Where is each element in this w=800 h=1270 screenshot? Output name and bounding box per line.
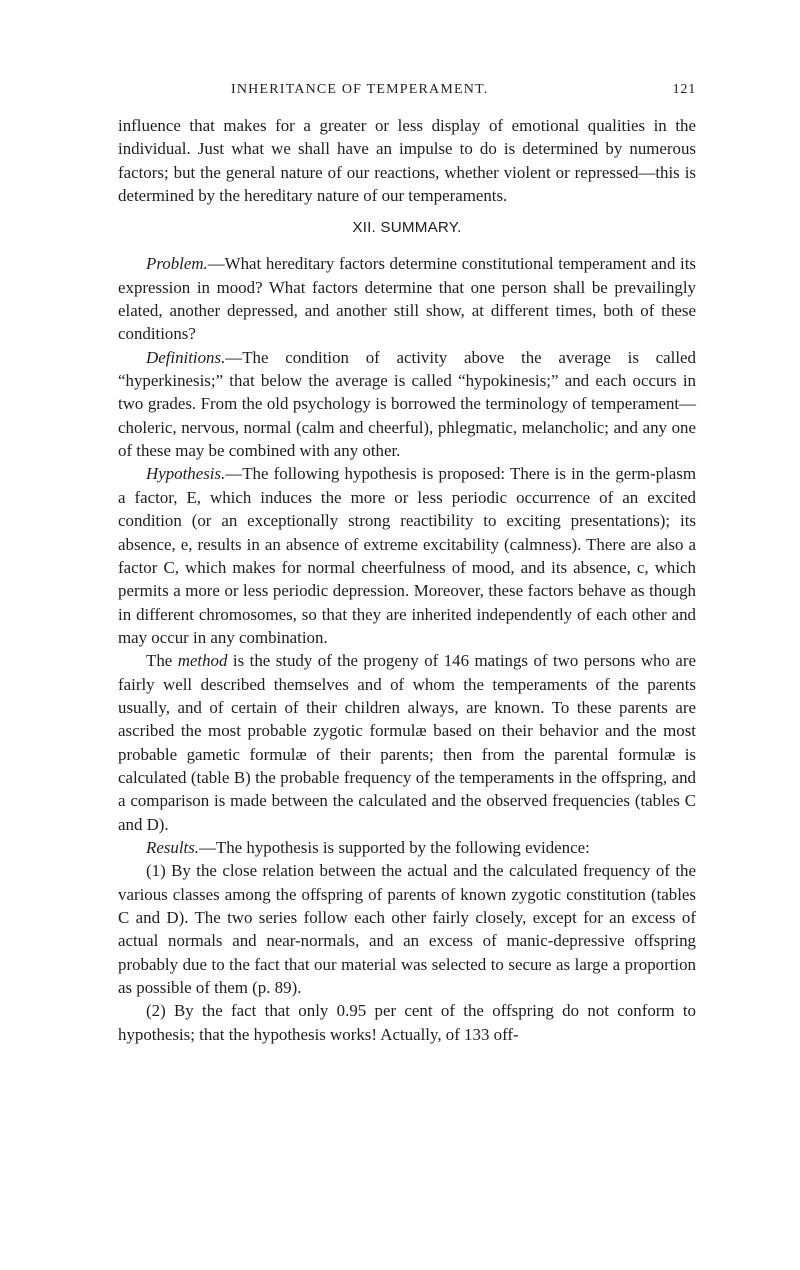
hypothesis-label: Hypothesis.	[146, 464, 226, 484]
method-label: method	[177, 651, 228, 671]
results-text: —The hypothesis is supported by the following evidence:	[199, 837, 590, 857]
method-text: is the study of the progeny of 146 matings of two persons who are fairly well described themselves and of whom the temperaments of the parents usually, and of certain of their children always, are known. To these parents are ascribed the most probable zygotic formulæ based on their behavior and the most probable gametic formulæ of their parents; then from the parental formulæ is calculated (table B) the probable frequency of the temperaments in the offspring, and a comparison is made between the calculated and the observed frequencies (tables C and D).	[118, 651, 696, 834]
definitions-label: Definitions.	[146, 347, 226, 367]
evidence-two-paragraph: (2) By the fact that only 0.95 per cent of the offspring do not conform to hypothesis; that the hypothesis works! Actually, of 133 off-	[118, 1001, 696, 1044]
definitions-paragraph	[118, 346, 696, 463]
hypothesis-paragraph	[118, 462, 696, 649]
body-text	[118, 114, 696, 1046]
method-prefix: The	[146, 651, 178, 671]
results-label: Results.	[146, 837, 200, 857]
page-number: 121	[672, 82, 696, 97]
problem-text: —What hereditary factors determine constitutional temperament and its expression in mood? What factors determine that one person shall be prevailingly elated, another depressed, and another still show, at different times, both of these conditions?	[118, 254, 696, 344]
evidence-one-paragraph: (1) By the close relation between the actual and the calculated frequency of the various classes among the offspring of parents of known zygotic constitution (tables C and D). The two series follow each other fairly closely, except for an excess of actual normals and near-normals, and an excess of manic-depressive offspring probably due to the fact that our material was selected to secure as large a proportion as possible of them (p. 89).	[118, 861, 696, 998]
book-page	[118, 82, 696, 1046]
results-paragraph	[118, 836, 696, 859]
problem-label: Problem.	[146, 254, 208, 274]
running-head	[118, 82, 696, 110]
intro-paragraph: influence that makes for a greater or less display of emotional qualities in the individual. Just what we shall have an impulse to do is determined by numerous factors; but the general nature of our reactions, whether violent or repressed—this is determined by the hereditary nature of our temperaments.	[118, 116, 696, 206]
definitions-text: —The condition of activity above the average is called “hyperkinesis;” that below the average is called “hypokinesis;” and each occurs in two grades. From the old psychology is borrowed the terminology of temperament—choleric, nervous, normal (calm and cheerful), phlegmatic, melancholic; and any one of these may be combined with any other.	[118, 347, 696, 461]
problem-paragraph	[118, 252, 696, 345]
method-paragraph	[118, 649, 696, 836]
running-title: INHERITANCE OF TEMPERAMENT.	[231, 82, 489, 97]
section-heading: XII. SUMMARY.	[352, 219, 462, 237]
hypothesis-text: —The following hypothesis is proposed: There is in the germ-plasm a factor, E, which induces the more or less periodic occurrence of an excited condition (or an exceptionally strong reactibility to exciting presentations); its absence, e, results in an absence of extreme excitability (calmness). There are also a factor C, which makes for normal cheerfulness of mood, and its absence, c, which permits a more or less periodic depression. Moreover, these factors behave as though in different chromosomes, so that they are inherited independently of each other and may occur in any combination.	[118, 464, 696, 647]
